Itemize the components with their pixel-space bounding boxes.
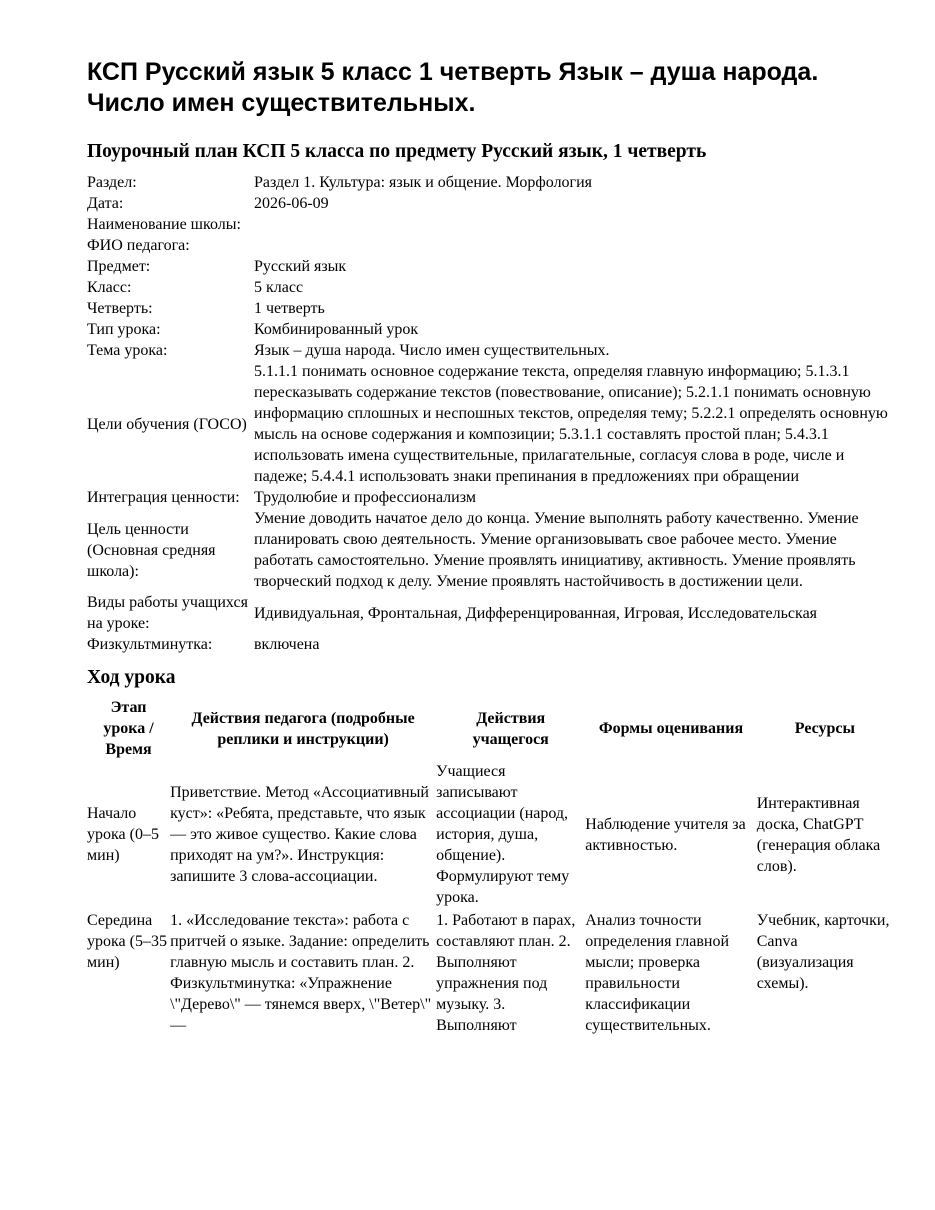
info-key: Четверть: [87, 300, 153, 317]
info-value: Комбинированный урок [254, 321, 419, 338]
info-row [87, 214, 893, 235]
cell-assessment: Анализ точности определения главной мысли; проверка правильности классификации существительных. [585, 912, 730, 1034]
info-value: Русский язык [254, 258, 347, 275]
table-header-row [87, 696, 893, 761]
info-key: Дата: [87, 195, 124, 212]
info-key: Физкультминутка: [87, 636, 213, 653]
info-value: включена [254, 636, 320, 653]
column-header-assessment: Формы оценивания [598, 720, 744, 737]
document-page [87, 57, 893, 1038]
plan-subtitle: Поурочный план КСП 5 класса по предмету Русский язык, 1 четверть [87, 141, 707, 162]
cell-resources: Интерактивная доска, ChatGPT (генерация облака слов). [756, 794, 881, 875]
info-key: Предмет: [87, 258, 151, 275]
column-header-stage: Этап урока / Время [103, 699, 154, 758]
info-key: Цель ценности (Основная средняя школа): [87, 520, 216, 580]
column-header-teacher-actions: Действия педагога (подробные реплики и инструкции) [191, 709, 415, 748]
info-value: Трудолюбие и профессионализм [254, 489, 476, 506]
info-key: ФИО педагога: [87, 237, 190, 254]
cell-student-actions: Учащиеся записывают ассоциации (народ, история, душа, общение). Формулируют тему урока. [436, 763, 570, 906]
info-row [87, 340, 893, 361]
info-value: Раздел 1. Культура: язык и общение. Морфология [254, 174, 593, 191]
info-row [87, 277, 893, 298]
info-key: Раздел: [87, 174, 137, 191]
lesson-plan-table [87, 696, 893, 1038]
info-row [87, 319, 893, 340]
info-key: Тема урока: [87, 342, 168, 359]
lesson-info-table [87, 172, 893, 655]
cell-stage: Начало урока (0–5 мин) [87, 805, 159, 864]
column-header-student-actions: Действия учащегося [472, 709, 549, 748]
info-row [87, 298, 893, 319]
info-row [87, 172, 893, 193]
lesson-progress-heading: Ход урока [87, 667, 176, 688]
info-value: 5 класс [254, 279, 304, 296]
info-row [87, 256, 893, 277]
info-value: Идивидуальная, Фронтальная, Дифференцированная, Игровая, Исследовательская [254, 604, 818, 622]
info-key: Тип урока: [87, 321, 161, 338]
info-value: Язык – душа народа. Число имен существительных. [254, 342, 610, 359]
table-row [87, 761, 893, 910]
info-value [254, 235, 893, 256]
cell-stage: Середина урока (5–35 мин) [87, 912, 167, 971]
info-key: Интеграция ценности: [87, 489, 240, 506]
cell-teacher-actions: 1. «Исследование текста»: работа с притчей о языке. Задание: определить главную мысль и составить план. 2. Физкультминутка: «Упражнение \"Дерево\" — тянемся вверх, \"Ветер\" — [170, 912, 432, 1034]
info-row [87, 235, 893, 256]
info-row [87, 508, 893, 592]
info-row [87, 487, 893, 508]
info-value: 1 четверть [254, 300, 325, 317]
info-row [87, 361, 893, 487]
document-title: КСП Русский язык 5 класс 1 четверть Язык – душа народа. Число имен существительных. [87, 58, 819, 117]
info-value [254, 214, 893, 235]
info-row [87, 193, 893, 214]
info-row [87, 634, 893, 655]
info-value: Умение доводить начатое дело до конца. Умение выполнять работу качественно. Умение планировать свою деятельность. Умение организовывать свое рабочее место. Умение работать самостоятельно. Умение проявлять инициативу, активность. Умение проявлять творческий подход к делу. Умение проявлять настойчивость в достижении цели. [254, 510, 859, 590]
info-key: Класс: [87, 279, 132, 296]
cell-assessment: Наблюдение учителя за активностью. [585, 815, 746, 854]
info-row [87, 592, 893, 634]
cell-resources: Учебник, карточки, Canva (визуализация схемы). [756, 912, 890, 992]
table-row [87, 910, 893, 1038]
info-key: Наименование школы: [87, 216, 241, 233]
info-key: Цели обучения (ГОСО) [87, 415, 247, 433]
cell-teacher-actions: Приветствие. Метод «Ассоциативный куст»: «Ребята, представьте, что язык — это живое существо. Какие слова приходят на ум?». Инструкция: запишите 3 слова-ассоциации. [170, 784, 429, 885]
column-header-resources: Ресурсы [794, 720, 855, 737]
info-value: 2026-06-09 [254, 195, 329, 212]
cell-student-actions: 1. Работают в парах, составляют план. 2. Выполняют упражнения под музыку. 3. Выполняют [436, 912, 576, 1034]
info-key: Виды работы учащихся на уроке: [87, 594, 248, 632]
info-value: 5.1.1.1 понимать основное содержание текста, определяя главную информацию; 5.1.3.1 пересказывать содержание текстов (повествование, описание); 5.2.1.1 понимать основную информацию сплошных и неспошных текстов, определяя тему; 5.2.2.1 определять основную мысль на основе содержания и композиции; 5.3.1.1 составлять простой план; 5.4.3.1 использовать имена существительные, прилагательные, согласуя слова в роде, числе и падеже; 5.4.4.1 использовать знаки препинания в предложениях при обращении [254, 363, 888, 485]
